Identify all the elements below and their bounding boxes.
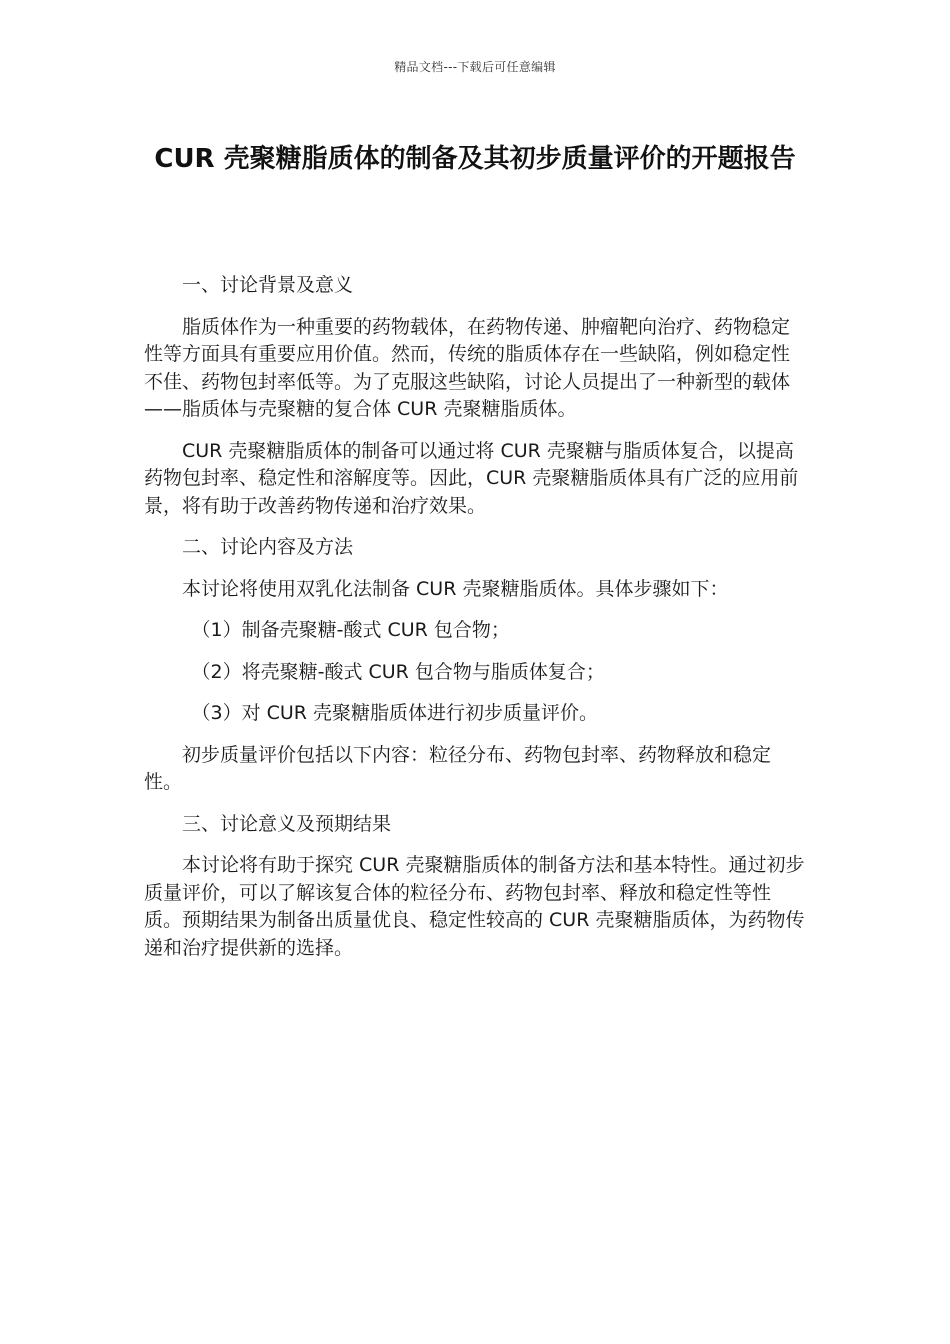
paragraph-background-1: 脂质体作为一种重要的药物载体，在药物传递、肿瘤靶向治疗、药物稳定性等方面具有重要应用价值。然而，传统的脂质体存在一些缺陷，例如稳定性不佳、药物包封率低等。为了克服这些缺陷，讨论人员提出了一种新型的载体——脂质体与壳聚糖的复合体 CUR 壳聚糖脂质体。 [144,315,791,420]
document-title: CUR 壳聚糖脂质体的制备及其初步质量评价的开题报告 [154,144,796,174]
method-step-2: （2）将壳聚糖-酸式 CUR 包合物与脂质体复合； [191,660,605,683]
paragraph-evaluation: 初步质量评价包括以下内容：粒径分布、药物包封率、药物释放和稳定性。 [144,743,772,793]
section-heading-background: 一、讨论背景及意义 [182,274,354,296]
method-step-1: （1）制备壳聚糖-酸式 CUR 包合物； [191,619,510,641]
section-heading-significance: 三、讨论意义及预期结果 [182,812,392,835]
paragraph-background-2: CUR 壳聚糖脂质体的制备可以通过将 CUR 壳聚糖与脂质体复合，以提高药物包封率、稳定性和溶解度等。因此，CUR 壳聚糖脂质体具有广泛的应用前景，将有助于改善药物传递和治疗效果。 [144,439,799,517]
section-heading-methods: 二、讨论内容及方法 [182,536,354,558]
document-body [144,272,806,976]
paragraph-significance: 本讨论将有助于探究 CUR 壳聚糖脂质体的制备方法和基本特性。通过初步质量评价，可以了解该复合体的粒径分布、药物包封率、释放和稳定性等性质。预期结果为制备出质量优良、稳定性较高的 CUR 壳聚糖脂质体，为药物传递和治疗提供新的选择。 [144,854,805,959]
method-step-3: （3）对 CUR 壳聚糖脂质体进行初步质量评价。 [191,702,599,724]
paragraph-methods-intro: 本讨论将使用双乳化法制备 CUR 壳聚糖脂质体。具体步骤如下： [182,577,729,600]
header-note: 精品文档---下载后可任意编辑 [394,60,556,74]
